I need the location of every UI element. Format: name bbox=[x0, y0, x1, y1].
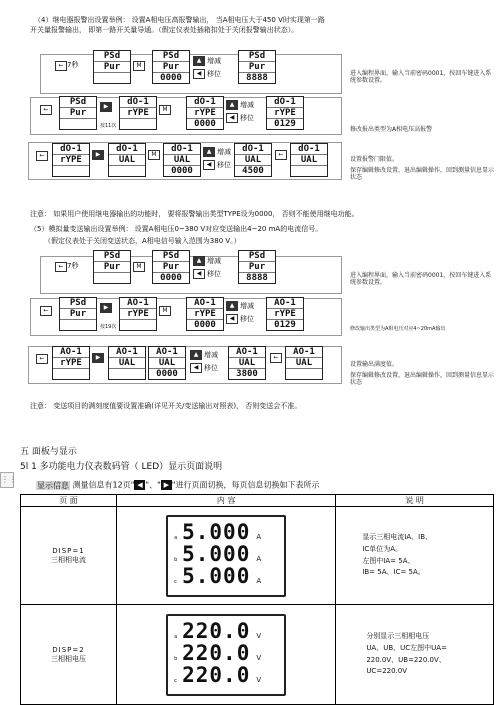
led-value: 5.000 bbox=[182, 541, 251, 566]
section5-line2: （假定仪表处于关闭变送状态，A相电信号输入范围为380 V。） bbox=[44, 237, 241, 245]
shift-key-icon: ◀ bbox=[193, 69, 205, 79]
up-down-key-icon: ▲ bbox=[193, 56, 205, 66]
enter-key-icon: ← bbox=[55, 262, 67, 272]
s4-r3-display4: dO-1 UAL 4500 bbox=[234, 143, 272, 177]
s5-r1-display2: PSd Pur 0000 bbox=[152, 250, 190, 284]
enter-key-icon: ← bbox=[40, 105, 52, 115]
inc-label: 增减 bbox=[217, 148, 231, 156]
s4-r1-display1: PSd Pur bbox=[93, 50, 131, 84]
desc-line: 220.0V、UB=220.0V、 bbox=[366, 655, 446, 664]
shift-label: 移位 bbox=[207, 270, 221, 278]
unit-label: A bbox=[256, 576, 262, 585]
hold-duration: 7秒 bbox=[67, 61, 79, 69]
enter-key-icon: ← bbox=[40, 306, 52, 316]
right-key-icon: ▶ bbox=[92, 353, 104, 363]
s4-r3-display2: dO-1 UAL bbox=[108, 143, 146, 177]
menu-key-icon: M bbox=[159, 105, 171, 115]
inc-label: 增减 bbox=[207, 57, 221, 65]
section5-line1: （5）模拟量变送输出设置举例： 设置A相电压0~380 V对应变送输出4~20 mA的电流信号。 bbox=[30, 225, 323, 233]
shift-label: 移位 bbox=[204, 364, 218, 372]
hold-duration: 7秒 bbox=[67, 262, 79, 270]
shift-key-icon: ◀ bbox=[226, 113, 238, 123]
enter-key-icon: ← bbox=[55, 61, 67, 71]
s5-r1-note: 进入编程界面，输入当前密码0001，按回车键进入系统参数设置。 bbox=[350, 272, 492, 287]
header-page: 页 面 bbox=[21, 495, 117, 507]
phase-label: b bbox=[174, 556, 178, 563]
menu-key-icon: M bbox=[133, 262, 145, 272]
intro-text-a: 测量信息有12页" bbox=[72, 480, 135, 490]
menu-key-icon: M bbox=[133, 61, 145, 71]
s5-r1-display1: PSd Pur bbox=[93, 250, 131, 284]
inc-label: 增减 bbox=[240, 101, 254, 109]
desc-line: 显示三相电流IA、IB、 bbox=[362, 532, 433, 541]
phase-label: a bbox=[174, 534, 178, 541]
page-label: 三相相电流 bbox=[50, 555, 86, 564]
right-key-icon: ▶ bbox=[92, 150, 104, 160]
menu-key-icon: M bbox=[159, 306, 171, 316]
led-display-current bbox=[166, 515, 286, 597]
section4-line1: （4）继电器报警出设置举例： 设置A相电压高报警输出， 当A相电压大于450 V时实现第一路 bbox=[34, 16, 325, 24]
intro-line bbox=[36, 480, 319, 490]
unit-label: A bbox=[256, 532, 262, 541]
led-value: 5.000 bbox=[182, 563, 251, 588]
table-header-row bbox=[21, 495, 494, 507]
note4: 注意： 如果用户使用继电器输出的功能时， 要将报警输出类型TYPE设为0000， 否则不能使用继电功能。 bbox=[30, 210, 359, 218]
chapter-title: 五 面板与显示 bbox=[20, 447, 77, 457]
drag-handle[interactable]: ⋮⋮ bbox=[0, 472, 14, 488]
note5: 注意： 变送项目的满刻度值要设置准确(详见开关/变送输出对照表)， 否则变送会不准。 bbox=[30, 402, 302, 410]
display-page-table bbox=[20, 494, 494, 705]
led-value: 220.0 bbox=[182, 640, 251, 665]
desc-line: UC=220.0V bbox=[366, 667, 408, 676]
page-id: DISP=1 bbox=[52, 546, 85, 555]
shift-key-icon: ◀ bbox=[193, 269, 205, 279]
shift-label: 移位 bbox=[240, 114, 254, 122]
s5-r1-display3: PSd Pur 8888 bbox=[238, 250, 276, 284]
s5-r3-display2: AO-1 UAL bbox=[108, 346, 146, 380]
right-arrow-icon: ▶ bbox=[161, 480, 172, 490]
s4-r2-note: 修改报出类型为A相电压高报警 bbox=[350, 126, 433, 133]
intro-text-c: "进行页面切换，每页信息切换如下表所示 bbox=[171, 480, 320, 490]
s4-r2-display4: dO-1 rYPE 0129 bbox=[266, 96, 304, 130]
phase-label: c bbox=[174, 578, 177, 585]
enter-key-icon: ← bbox=[36, 354, 48, 364]
press-count: 按11次 bbox=[100, 123, 117, 129]
right-key-icon: ▶ bbox=[100, 102, 112, 112]
s5-r3-note1: 设置输出满度值。 bbox=[350, 361, 399, 368]
up-down-key-icon: ▲ bbox=[203, 147, 215, 157]
intro-tag: 显示信息 bbox=[37, 480, 69, 490]
s4-row1-frame bbox=[40, 54, 342, 94]
s5-r2-display1: PSd Pur bbox=[59, 297, 97, 331]
shift-key-icon: ◀ bbox=[190, 363, 202, 373]
section4-line2: 开关量报警输出， 即第一路开关量导通。（假定仪表处插箱扣处于关闭报警输出状态）。 bbox=[30, 26, 299, 34]
desc-line: UA、UB、UC左图中UA= bbox=[366, 643, 447, 652]
s4-r3-note1: 设置报警门限值。 bbox=[350, 156, 399, 163]
led-value: 5.000 bbox=[182, 519, 251, 544]
table-row bbox=[21, 507, 494, 605]
up-down-key-icon: ▲ bbox=[190, 350, 202, 360]
phase-label: c bbox=[174, 677, 177, 684]
table-row bbox=[21, 605, 494, 705]
intro-text-b: "、" bbox=[145, 480, 161, 490]
s4-r2-display1: PSd Pur bbox=[59, 96, 97, 130]
s5-r2-note: 修改输出类型为A相电压对应4~20mA输出 bbox=[350, 326, 446, 332]
desc-line: IC单位为A。 bbox=[362, 544, 403, 553]
left-arrow-icon: ◀ bbox=[134, 480, 145, 490]
phase-label: b bbox=[174, 655, 178, 662]
shift-key-icon: ◀ bbox=[203, 160, 215, 170]
s4-r2-display2: dO-1 rYPE bbox=[119, 96, 157, 130]
inc-label: 增减 bbox=[207, 257, 221, 265]
page-id: DISP=2 bbox=[52, 645, 85, 654]
s5-r3-display5: AO-1 UAL bbox=[285, 346, 323, 380]
s4-r1-note: 进入编程界面，输入当前密码0001，按回车键进入系统参数设置。 bbox=[350, 70, 492, 85]
press-count: 按19次 bbox=[100, 324, 117, 330]
menu-key-icon: M bbox=[148, 150, 160, 160]
s4-r1-display3: PSd Pur 8888 bbox=[238, 50, 276, 84]
header-content: 内 容 bbox=[116, 495, 335, 507]
sub-title: 5l 1 多功能电力仪表数码管（ LED）显示页面说明 bbox=[20, 462, 223, 472]
desc-line: 分别显示三相相电压 bbox=[366, 631, 430, 640]
s4-r3-display3: dO-1 UAL 0000 bbox=[163, 143, 201, 177]
page-label: 三相相电压 bbox=[50, 654, 86, 663]
s5-row1-frame bbox=[40, 256, 342, 294]
s5-r3-display1: AO-1 rYPE bbox=[52, 346, 90, 380]
desc-line: IB= 5A、IC= 5A。 bbox=[362, 568, 425, 577]
enter-key-icon: ← bbox=[270, 353, 282, 363]
desc-line: 左图中IA= 5A、 bbox=[362, 556, 415, 565]
up-down-key-icon: ▲ bbox=[193, 256, 205, 266]
s4-r3-display1: dO-1 rYPE bbox=[52, 143, 90, 177]
s5-r3-note2: 保存编辑修改设置，退出编辑操作，回到测量信息显示状态 bbox=[350, 372, 495, 387]
inc-label: 增减 bbox=[240, 302, 254, 310]
led-display-voltage bbox=[166, 614, 286, 696]
phase-label: a bbox=[174, 633, 178, 640]
shift-label: 移位 bbox=[207, 70, 221, 78]
s5-r2-display3: AO-1 rYPE 0000 bbox=[186, 297, 224, 331]
up-down-key-icon: ▲ bbox=[226, 100, 238, 110]
s4-r3-note2: 保存编辑修改设置，退出编辑操作，回到测量信息显示状态 bbox=[350, 167, 495, 182]
unit-label: V bbox=[256, 631, 262, 640]
inc-label: 增减 bbox=[204, 351, 218, 359]
enter-key-icon: ← bbox=[275, 150, 287, 160]
unit-label: A bbox=[256, 554, 262, 563]
s5-r3-display4: AO-1 UAL 3800 bbox=[228, 346, 266, 380]
s5-r2-display2: AO-1 rYPE bbox=[119, 297, 157, 331]
s4-r1-display2: PSd Pur 0000 bbox=[152, 50, 190, 84]
led-value: 220.0 bbox=[182, 618, 251, 643]
s5-r3-display3: AO-1 UAL 0000 bbox=[148, 346, 186, 380]
s4-r2-display3: dO-1 rYPE 0000 bbox=[186, 96, 224, 130]
up-down-key-icon: ▲ bbox=[226, 301, 238, 311]
unit-label: V bbox=[256, 653, 262, 662]
enter-key-icon: ← bbox=[36, 151, 48, 161]
s4-r3-display5: dO-1 UAL bbox=[290, 143, 328, 177]
led-value: 220.0 bbox=[182, 662, 251, 687]
header-desc: 说 明 bbox=[336, 495, 494, 507]
s5-r2-display4: AO-1 rYPE 0129 bbox=[266, 297, 304, 331]
shift-key-icon: ◀ bbox=[226, 314, 238, 324]
shift-label: 移位 bbox=[240, 315, 254, 323]
unit-label: V bbox=[256, 675, 262, 684]
shift-label: 移位 bbox=[217, 161, 231, 169]
right-key-icon: ▶ bbox=[100, 303, 112, 313]
